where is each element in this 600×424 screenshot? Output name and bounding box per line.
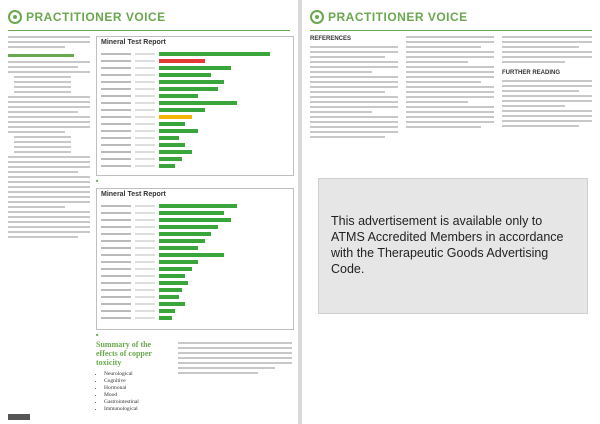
report-bar	[159, 136, 179, 140]
report-bar	[159, 80, 224, 84]
panel-2-title: Mineral Test Report	[101, 191, 166, 198]
report-row	[101, 86, 289, 91]
report-row	[101, 128, 289, 133]
report-bar	[159, 66, 231, 70]
right-page	[302, 0, 600, 424]
left-page	[0, 0, 298, 424]
mineral-report-panel-2	[96, 188, 294, 330]
report-bar	[159, 302, 185, 306]
report-bar	[159, 260, 198, 264]
left-page-header	[8, 8, 290, 31]
panel-2-rows	[101, 203, 289, 322]
report-bar	[159, 122, 185, 126]
report-bar	[159, 164, 175, 168]
report-bar	[159, 143, 185, 147]
report-row	[101, 301, 289, 306]
mineral-report-panel-1	[96, 36, 294, 176]
report-row	[101, 114, 289, 119]
case-subhead	[8, 54, 74, 57]
article-body-column	[8, 36, 90, 241]
report-bar	[159, 52, 270, 56]
report-row	[101, 156, 289, 161]
report-row	[101, 266, 289, 271]
advertisement-notice	[318, 178, 588, 314]
report-row	[101, 308, 289, 313]
right-page-header	[310, 8, 592, 31]
author-bio	[178, 342, 292, 377]
references-column-1	[310, 36, 398, 141]
page-number-bar	[8, 414, 30, 420]
panel-1-caption: ■	[96, 178, 99, 183]
report-row	[101, 315, 289, 320]
brand-logo-icon	[8, 10, 22, 24]
report-row	[101, 65, 289, 70]
report-bar	[159, 157, 182, 161]
brand-title: PRACTITIONER VOICE	[26, 10, 166, 24]
report-bar	[159, 281, 188, 285]
report-row	[101, 245, 289, 250]
references-column-2	[406, 36, 494, 131]
report-row	[101, 135, 289, 140]
sidebar-list	[96, 371, 166, 413]
report-bar	[159, 211, 224, 215]
report-bar	[159, 59, 205, 63]
sidebar-item: • Neurological	[104, 371, 166, 378]
report-row	[101, 107, 289, 112]
report-row	[101, 210, 289, 215]
sidebar-item: • Cognitive	[104, 378, 166, 385]
report-row	[101, 217, 289, 222]
report-row	[101, 58, 289, 63]
report-bar	[159, 309, 175, 313]
sidebar-item: • Gastrointestinal	[104, 399, 166, 406]
report-bar	[159, 274, 185, 278]
report-row	[101, 287, 289, 292]
report-bar	[159, 129, 198, 133]
report-row	[101, 252, 289, 257]
report-bar	[159, 108, 205, 112]
report-row	[101, 79, 289, 84]
report-bar	[159, 101, 237, 105]
report-bar	[159, 246, 198, 250]
report-bar	[159, 288, 182, 292]
sidebar-title: Summary of the effects of copper toxicity	[96, 340, 152, 367]
report-bar	[159, 73, 211, 77]
panel-2-caption: ■	[96, 332, 99, 337]
report-row	[101, 163, 289, 168]
sidebar-item: • Mood	[104, 392, 166, 399]
report-bar	[159, 267, 192, 271]
references-column-3	[502, 36, 592, 130]
report-bar	[159, 94, 198, 98]
report-row	[101, 231, 289, 236]
report-row	[101, 238, 289, 243]
panel-1-rows	[101, 51, 289, 170]
references-title: REFERENCES	[310, 36, 352, 42]
report-row	[101, 294, 289, 299]
report-row	[101, 100, 289, 105]
report-bar	[159, 87, 218, 91]
report-bar	[159, 225, 218, 229]
report-bar	[159, 115, 192, 119]
report-row	[101, 280, 289, 285]
report-row	[101, 142, 289, 147]
report-bar	[159, 150, 192, 154]
panel-1-title: Mineral Test Report	[101, 39, 166, 46]
report-bar	[159, 239, 205, 243]
copper-effects-sidebar	[96, 340, 166, 413]
report-bar	[159, 253, 224, 257]
report-row	[101, 273, 289, 278]
report-row	[101, 121, 289, 126]
report-row	[101, 72, 289, 77]
sidebar-item: • Hormonal	[104, 385, 166, 392]
report-row	[101, 259, 289, 264]
report-bar	[159, 316, 172, 320]
brand-title: PRACTITIONER VOICE	[328, 10, 468, 24]
report-row	[101, 224, 289, 229]
report-row	[101, 203, 289, 208]
report-bar	[159, 232, 211, 236]
report-bar	[159, 204, 237, 208]
report-bar	[159, 218, 231, 222]
sidebar-item: • Immunological	[104, 406, 166, 413]
brand-logo-icon	[310, 10, 324, 24]
advertisement-text: This advertisement is available only to ATMS Accredited Members in accordance with the Therapeutic Goods Advertising Code.	[331, 214, 564, 276]
report-bar	[159, 295, 179, 299]
further-reading-title: FURTHER READING	[502, 70, 560, 76]
report-row	[101, 51, 289, 56]
report-row	[101, 93, 289, 98]
report-row	[101, 149, 289, 154]
